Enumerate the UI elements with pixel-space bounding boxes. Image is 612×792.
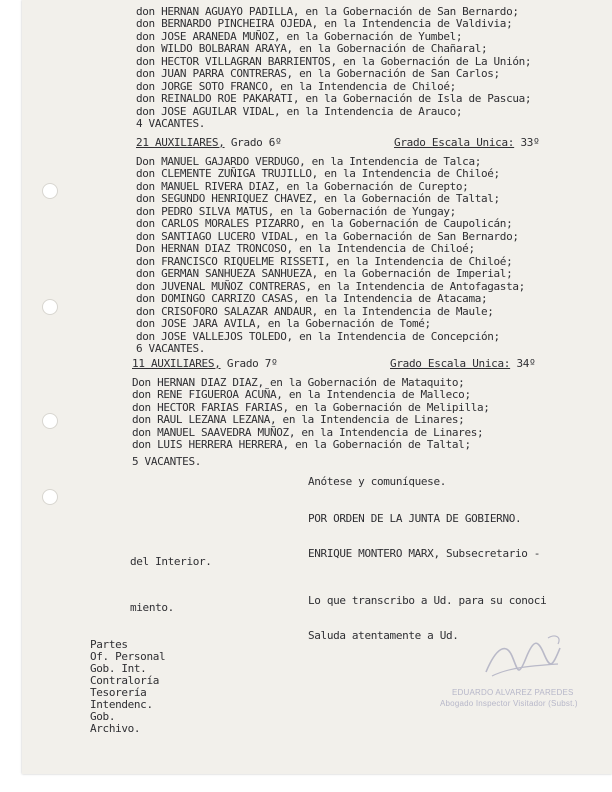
distribution-item: Intendenc. [90, 698, 153, 711]
transcribo-line: Lo que transcribo a Ud. para su conoci [308, 594, 547, 607]
list-item: don REINALDO ROE PAKARATI, en la Gobernación de Isla de Pascua; [136, 92, 532, 105]
scale-grade [394, 136, 539, 149]
del-interior-line: del Interior. [130, 555, 212, 568]
list-item: don LUIS HERRERA HERRERA, en la Gobernación de Taltal; [132, 438, 471, 451]
subsecretario-line: ENRIQUE MONTERO MARX, Subsecretario - [308, 547, 541, 560]
list-item: don CARLOS MORALES PIZARRO, en la Gobernación de Caupolicán; [136, 217, 513, 230]
list-item: don RAUL LEZANA LEZANA, en la Intendencia de Linares; [132, 413, 465, 426]
vacancies-note: 6 VACANTES. [136, 342, 205, 355]
list-item: don JORGE SOTO FRANCO, en la Intendencia de Chiloé; [136, 80, 456, 93]
list-item: don FRANCISCO RIQUELME RISSETI, en la Intendencia de Chiloé; [136, 255, 513, 268]
stamp-role: Abogado Inspector Visitador (Subst.) [440, 699, 578, 708]
punch-hole-3 [42, 413, 58, 429]
vacancies-note: 4 VACANTES. [136, 117, 205, 130]
punch-hole-4 [42, 489, 58, 505]
scale-grade [390, 357, 535, 370]
handwritten-signature [478, 628, 568, 688]
distribution-item: Gob. [90, 710, 116, 723]
section-heading [136, 136, 281, 149]
section-title: 21 AUXILIARES, [136, 136, 225, 149]
scale-value: 33º [520, 136, 540, 149]
list-item: don HECTOR FARIAS FARIAS, en la Gobernación de Melipilla; [132, 401, 490, 414]
punch-hole-1 [42, 183, 58, 199]
distribution-item: Contraloría [90, 674, 159, 687]
section-heading [132, 357, 277, 370]
list-item: don PEDRO SILVA MATUS, en la Gobernación de Yungay; [136, 205, 456, 218]
distribution-item: Tesorería [90, 686, 147, 699]
scale-label: Grado Escala Unica: [394, 136, 515, 149]
distribution-item: Archivo. [90, 722, 141, 735]
vacancies-note: 5 VACANTES. [132, 455, 201, 468]
distribution-item: Partes [90, 638, 128, 651]
section-grade: Grado 7º [226, 357, 278, 370]
list-item: don SEGUNDO HENRIQUEZ CHAVEZ, en la Gobernación de Taltal; [136, 192, 500, 205]
list-item: don WILDO BOLBARAN ARAYA, en la Gobernación de Chañaral; [136, 42, 488, 55]
list-item: don JOSE AGUILAR VIDAL, en la Intendencia de Arauco; [136, 105, 463, 118]
list-item: don JOSE VALLEJOS TOLEDO, en la Intendencia de Concepción; [136, 330, 500, 343]
list-item: don JUAN PARRA CONTRERAS, en la Gobernación de San Carlos; [136, 67, 500, 80]
section-title: 11 AUXILIARES, [132, 357, 221, 370]
punch-hole-2 [42, 299, 58, 315]
miento-line: miento. [130, 601, 174, 614]
list-item: don CRISOFORO SALAZAR ANDAUR, en la Intendencia de Maule; [136, 305, 494, 318]
scale-value: 34º [516, 357, 536, 370]
list-item: Don HERNAN DIAZ TRONCOSO, en la Intendencia de Chiloé; [136, 242, 475, 255]
list-item: Don HERNAN DIAZ DIAZ, en la Gobernación de Mataquito; [132, 376, 465, 389]
list-item: don HECTOR VILLAGRAN BARRIENTOS, en la Gobernación de La Unión; [136, 55, 532, 68]
scale-label: Grado Escala Unica: [390, 357, 511, 370]
list-item: don CLEMENTE ZUÑIGA TRUJILLO, en la Intendencia de Chiloé; [136, 167, 500, 180]
list-item: don BERNARDO PINCHEIRA OJEDA, en la Intendencia de Valdivia; [136, 17, 513, 30]
list-item: Don MANUEL GAJARDO VERDUGO, en la Intendencia de Talca; [136, 155, 481, 168]
stamp-name: EDUARDO ALVAREZ PAREDES [452, 688, 574, 697]
anotese-line: Anótese y comuníquese. [308, 475, 446, 488]
list-item: don JUVENAL MUÑOZ CONTRERAS, en la Intendencia de Antofagasta; [136, 280, 525, 293]
list-item: don DOMINGO CARRIZO CASAS, en la Intendencia de Atacama; [136, 292, 488, 305]
list-item: don GERMAN SANHUEZA SANHUEZA, en la Gobernación de Imperial; [136, 267, 513, 280]
distribution-item: Gob. Int. [90, 662, 147, 675]
por-orden-line: POR ORDEN DE LA JUNTA DE GOBIERNO. [308, 512, 522, 525]
list-item: don SANTIAGO LUCERO VIDAL, en la Gobernación de San Bernardo; [136, 230, 519, 243]
saluda-line: Saluda atentamente a Ud. [308, 629, 459, 642]
list-item: don JOSE JARA AVILA, en la Gobernación de Tomé; [136, 317, 431, 330]
distribution-item: Of. Personal [90, 650, 166, 663]
section-grade: Grado 6º [230, 136, 282, 149]
list-item: don RENE FIGUEROA ACUÑA, en la Intendencia de Malleco; [132, 388, 471, 401]
list-item: don HERNAN AGUAYO PADILLA, en la Gobernación de San Bernardo; [136, 5, 519, 18]
list-item: don MANUEL SAAVEDRA MUÑOZ, en la Intendencia de Linares; [132, 426, 484, 439]
list-item: don MANUEL RIVERA DIAZ, en la Gobernación de Curepto; [136, 180, 469, 193]
list-item: don JOSE ARANEDA MUÑOZ, en la Gobernación de Yumbel; [136, 30, 463, 43]
